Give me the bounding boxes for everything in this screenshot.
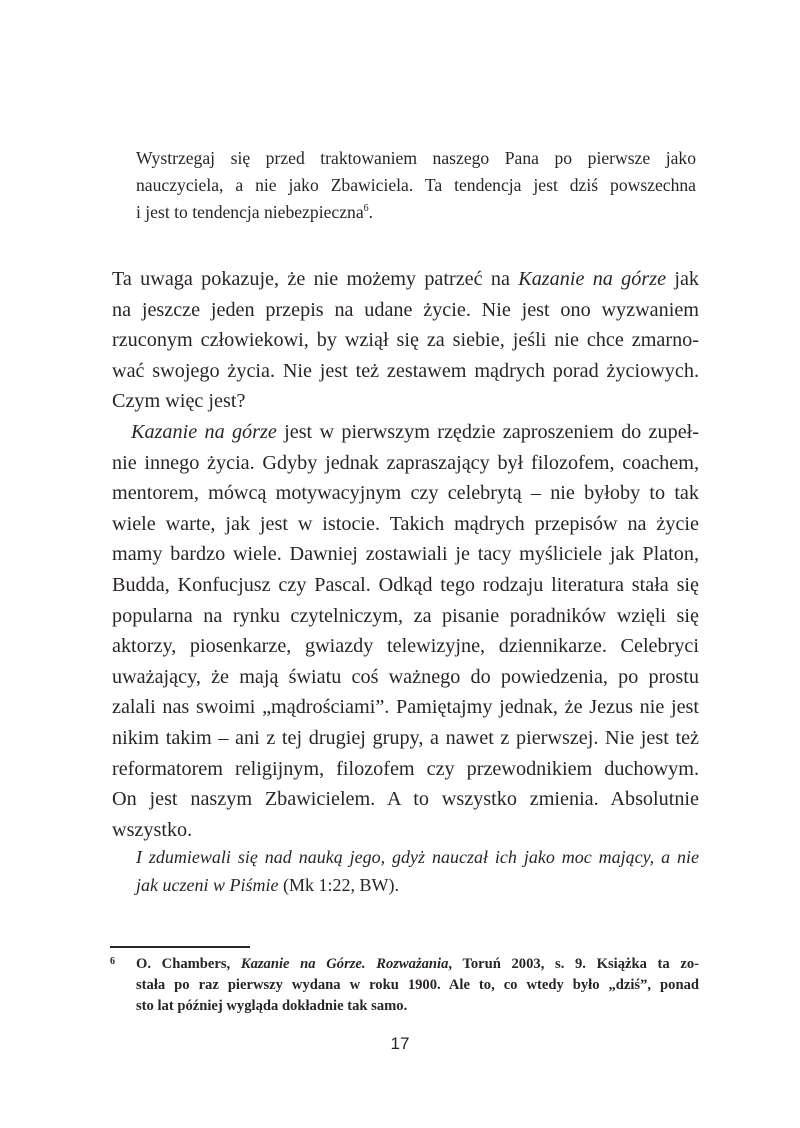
text-run: jest w pierwszym rzędzie zaproszeniem do zupeł- <box>276 420 699 443</box>
text-run: Ta uwaga pokazuje, że nie możemy patrzeć na <box>112 268 519 290</box>
bible-quote <box>136 843 699 899</box>
footnote-reference[interactable]: 6 <box>363 203 369 215</box>
footnote-mark: 6 <box>110 956 115 967</box>
paragraph-line <box>112 417 699 448</box>
bible-quote-line <box>136 871 699 899</box>
quote-end-punct: . <box>368 202 374 222</box>
quote-line-text: i jest to tendencja niebezpieczna <box>136 202 364 222</box>
opening-quote <box>136 145 696 226</box>
paragraph-line: rzuconym człowiekowi, by wziął się za siebie, jeśli nie chce zmarno- <box>112 329 699 352</box>
paragraph-line: reformatorem religijnym, filozofem czy przewodnikiem duchowym. <box>112 757 699 780</box>
paragraph-line: wać swojego życia. Nie jest też zestawem mądrych porad życiowych. <box>112 359 699 382</box>
paragraph-line: Czym więc jest? <box>112 390 246 413</box>
paragraph-line: On jest naszym Zbawicielem. A to wszystko zmienia. Absolutnie <box>112 788 699 811</box>
paragraph-line: nie innego życia. Gdyby jednak zapraszający był filozofem, coachem, <box>112 451 699 474</box>
paragraph-line: mentorem, mówcą motywacyjnym czy celebrytą – nie byłoby to tak <box>112 482 699 505</box>
sermon-title: Kazanie na górze <box>518 268 667 290</box>
page-number: 17 <box>390 1034 410 1053</box>
footnote-text <box>136 954 699 1017</box>
paragraph-line: zalali nas swoimi „mądrościami”. Pamiętajmy jednak, że Jezus nie jest <box>112 696 699 719</box>
bible-quote-line <box>136 843 699 871</box>
paragraph-line: wszystko. <box>112 818 193 841</box>
footnote-line: stała po raz pierwszy wydana w roku 1900. Ale to, co wtedy było „dziś”, ponad <box>136 977 699 993</box>
paragraph-line: Budda, Konfucjusz czy Pascal. Odkąd tego rodzaju literatura stała się <box>112 573 699 596</box>
paragraph-line: nikim takim – ani z tej drugiej grupy, a nawet z pierwszej. Nie jest też <box>112 726 699 749</box>
footnote <box>110 954 699 1017</box>
paragraph-line: aktorzy, piosenkarze, gwiazdy telewizyjne, dziennikarze. Celebryci <box>112 635 699 658</box>
quote-line-last <box>136 199 696 226</box>
bible-text: I zdumiewali się nad nauką jego, gdyż nauczał ich jako moc mający, a nie <box>136 847 699 867</box>
paragraph-line: uważający, że mają światu coś ważnego do powiedzenia, po prostu <box>112 665 699 688</box>
book-title: Kazanie na Górze. Rozważania <box>240 956 449 972</box>
text-run: , Toruń 2003, s. 9. Książka ta zo- <box>448 956 699 972</box>
sermon-title: Kazanie na górze <box>131 420 277 443</box>
quote-line: Wystrzegaj się przed traktowaniem naszego Pana po pierwsze jako <box>136 148 696 168</box>
body-paragraphs <box>112 264 699 845</box>
footnote-line <box>136 954 699 975</box>
bible-reference: (Mk 1:22, BW). <box>278 875 399 895</box>
paragraph-line: wiele warte, jak jest w istocie. Takich mądrych przepisów na życie <box>112 512 699 535</box>
quote-line: nauczyciela, a nie jako Zbawiciela. Ta tendencja jest dziś powszechna <box>136 175 696 195</box>
paragraph-line: na jeszcze jeden przepis na udane życie. Nie jest ono wyzwaniem <box>112 298 699 321</box>
text-run: O. Chambers, <box>136 956 241 972</box>
paragraph-line: popularna na rynku czytelniczym, za pisanie poradników wzięli się <box>112 604 699 627</box>
footnote-line: sto lat później wygląda dokładnie tak samo. <box>136 998 408 1014</box>
paragraph-line <box>112 264 699 295</box>
text-run: jak <box>666 268 700 290</box>
footnote-divider <box>110 946 250 948</box>
paragraph-line: mamy bardzo wiele. Dawniej zostawiali je tacy myśliciele jak Platon, <box>112 543 699 566</box>
bible-text: jak uczeni w Piśmie <box>136 875 279 895</box>
